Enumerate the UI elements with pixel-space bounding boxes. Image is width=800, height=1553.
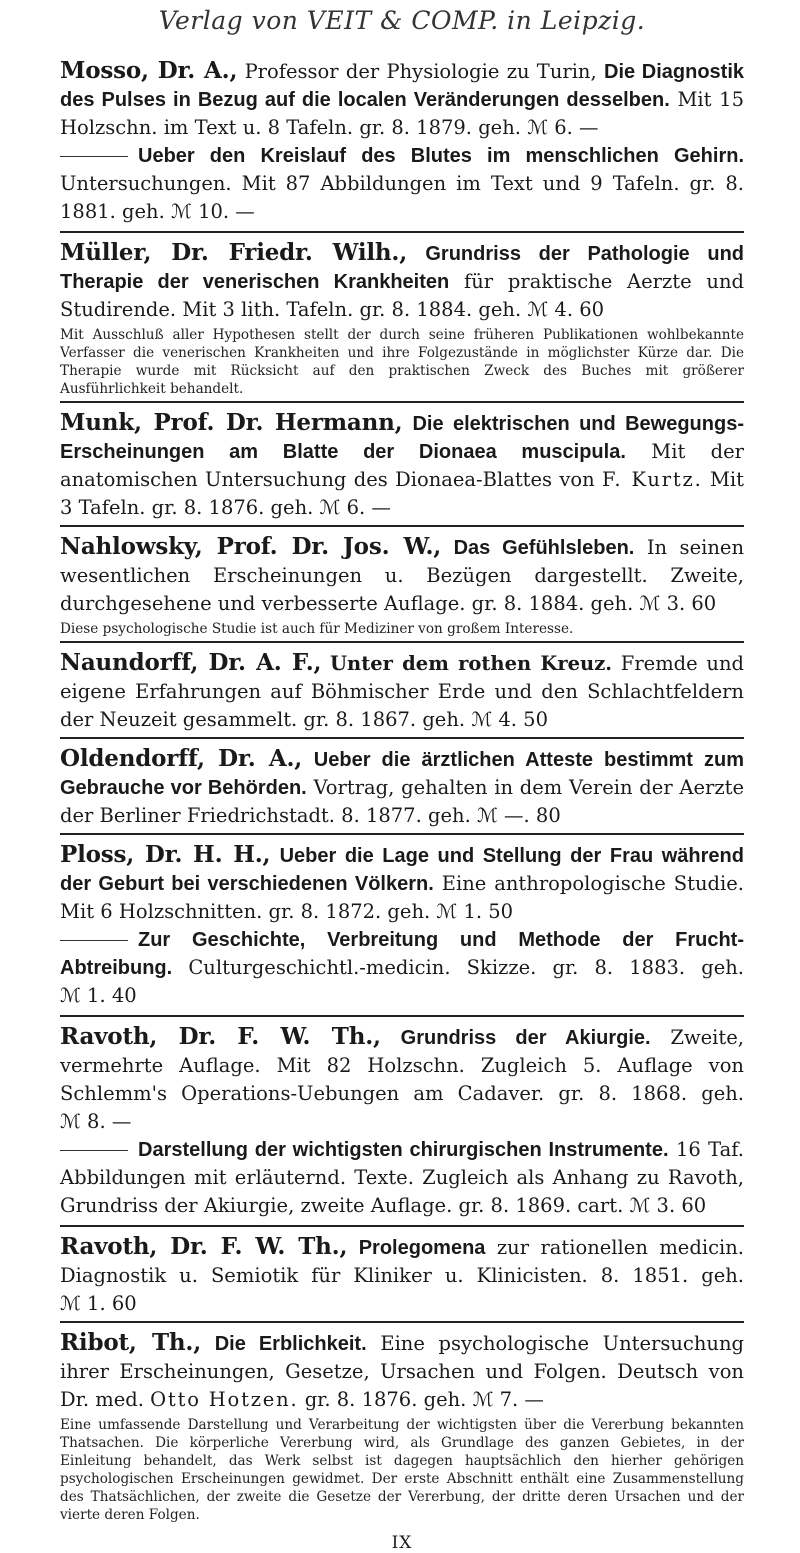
- ditto-dash: [60, 940, 128, 941]
- price: ℳ 3. 60: [629, 1194, 707, 1217]
- price: ℳ 8. —: [60, 1110, 132, 1133]
- price: ℳ 1. 60: [60, 1292, 137, 1315]
- book-title: Ueber die Lage und Stellung der Frau während der Geburt bei verschiedenen Völkern.: [60, 845, 744, 895]
- author: Ravoth, Dr. F. W. Th.,: [60, 1233, 348, 1260]
- translator-name: Otto Hotzen.: [150, 1388, 299, 1411]
- book-details: Vortrag, gehalten in dem Verein der Aerzte der Berliner Friedrichstadt. 8. 1877. geh.: [60, 776, 745, 827]
- book-title: Unter dem rothen Kreuz.: [330, 652, 613, 675]
- catalog-entry-ravoth-akiurgie: [60, 1023, 744, 1227]
- book-details: Zweite, vermehrte Auflage. Mit 82 Holzschn. Zugleich 5. Auflage von Schlemm's Operations-Uebungen am Cadaver. gr. 8. 1868. geh.: [60, 1026, 744, 1105]
- price: ℳ 7. —: [472, 1388, 544, 1411]
- price: ℳ 6. —: [319, 496, 391, 519]
- book-details: Mit der anatomischen Untersuchung des Dionaea-Blattes von: [60, 440, 744, 491]
- price: ℳ 10. —: [171, 200, 255, 223]
- book-title: Zur Geschichte, Verbreitung und Methode der Frucht-Abtreibung.: [60, 929, 744, 979]
- catalog-entry-oldendorff: [60, 745, 744, 835]
- price: ℳ 6. —: [527, 116, 599, 139]
- book-title: Die Diagnostik des Pulses in Bezug auf die localen Veränderungen desselben.: [60, 61, 745, 111]
- book-details: gr. 8. 1876. geh.: [304, 1388, 467, 1411]
- author: Munk, Prof. Dr. Hermann,: [60, 409, 403, 436]
- price: ℳ —. 80: [476, 804, 561, 827]
- contributor-name: F. Kurtz.: [602, 468, 703, 491]
- book-note: Diese psychologische Studie ist auch für Mediziner von großem Interesse.: [60, 621, 574, 637]
- book-details: Mit 3 Tafeln. gr. 8. 1876. geh.: [60, 468, 744, 519]
- price: ℳ 1. 40: [60, 984, 137, 1007]
- publisher-header: Verlag von VEIT & COMP. in Leipzig.: [158, 6, 646, 35]
- book-details: für praktische Aerzte und Studirende. Mit 3 lith. Tafeln. gr. 8. 1884. geh.: [60, 270, 745, 321]
- author: Ploss, Dr. H. H.,: [60, 841, 271, 868]
- price: ℳ 1. 50: [436, 900, 514, 923]
- catalog-entry-mosso: [60, 57, 744, 233]
- book-title: Grundriss der Pathologie und Therapie der venerischen Krankheiten: [60, 243, 744, 293]
- book-title: Die Erblichkeit.: [214, 1333, 367, 1355]
- entry-text: [60, 409, 744, 522]
- author: Mosso, Dr. A.,: [60, 57, 238, 84]
- book-title: Prolegomena: [358, 1237, 486, 1259]
- entry-text: [60, 1233, 744, 1318]
- book-details: Culturgeschichtl.-medicin. Skizze. gr. 8. 1883. geh.: [188, 956, 744, 979]
- ditto-dash: [60, 1150, 128, 1151]
- catalog-entry-munk: [60, 409, 744, 527]
- author: Ribot, Th.,: [60, 1329, 202, 1356]
- book-title: Die elektrischen und Bewegungs-Erscheinungen am Blatte der Dionaea muscipula.: [60, 413, 744, 463]
- catalog-entry-naundorff: [60, 649, 744, 739]
- catalog-entry-mueller: [60, 239, 744, 403]
- entry-text: [60, 57, 744, 142]
- entry-sub-text: [60, 926, 744, 1012]
- catalog-entry-ravoth-prolegomena: [60, 1233, 744, 1323]
- price: ℳ 4. 50: [471, 708, 548, 731]
- page-number: IX: [391, 1533, 413, 1553]
- author: Ravoth, Dr. F. W. Th.,: [60, 1023, 381, 1050]
- entry-sub-text: [60, 1136, 744, 1222]
- book-details: Untersuchungen. Mit 87 Abbildungen im Text und 9 Tafeln. gr. 8. 1881. geh.: [60, 172, 744, 223]
- author: Müller, Dr. Friedr. Wilh.,: [60, 239, 408, 266]
- book-details: 16 Taf. Abbildungen mit erläuternd. Texte. Zugleich als Anhang zu Ravoth, Grundriss der Akiurgie, zweite Auflage. gr. 8. 1869. cart.: [60, 1138, 745, 1217]
- price: ℳ 4. 60: [527, 298, 605, 321]
- author: Oldendorff, Dr. A.,: [60, 745, 303, 772]
- book-title: Ueber die ärztlichen Atteste bestimmt zum Gebrauche vor Behörden.: [60, 749, 745, 799]
- book-title: Grundriss der Akiurgie.: [400, 1027, 651, 1049]
- book-details: In seinen wesentlichen Erscheinungen u. Bezügen dargestellt. Zweite, durchgesehene und verbesserte Auflage. gr. 8. 1884. geh.: [60, 536, 744, 615]
- book-details: Eine anthropologische Studie. Mit 6 Holzschnitten. gr. 8. 1872. geh.: [60, 872, 744, 923]
- author-title-prefix: Professor der Physiologie zu Turin,: [244, 60, 597, 83]
- book-details: Fremde und eigene Erfahrungen auf Böhmischer Erde und den Schlachtfeldern der Neuzeit gesammelt. gr. 8. 1867. geh.: [60, 652, 744, 731]
- entry-text: [60, 745, 744, 830]
- book-title: Ueber den Kreislauf des Blutes im menschlichen Gehirn.: [138, 145, 744, 167]
- entry-text: [60, 533, 744, 618]
- entry-text: [60, 649, 744, 734]
- book-title: Das Gefühlsleben.: [453, 537, 635, 559]
- book-details: Mit 15 Holzschn. im Text u. 8 Tafeln. gr. 8. 1879. geh.: [60, 88, 744, 139]
- catalog-entry-ploss: [60, 841, 744, 1017]
- ditto-dash: [60, 156, 128, 157]
- book-note: Mit Ausschluß aller Hypothesen stellt der durch seine früheren Publikationen wohlbekannte Verfasser die venerischen Krankheiten und ihre Folgezustände in möglichster Kürze dar. Die Therapie wurde mit Rücksicht auf den praktischen Zweck des Buches mit größerer Ausführlichkeit behandelt.: [60, 327, 744, 397]
- entry-sub-text: [60, 142, 744, 228]
- catalog-entry-ribot: [60, 1329, 744, 1527]
- author: Nahlowsky, Prof. Dr. Jos. W.,: [60, 533, 442, 560]
- entry-text: [60, 1023, 744, 1136]
- book-details: Eine psychologische Untersuchung ihrer Erscheinungen, Gesetze, Ursachen und Folgen. Deutsch von Dr. med.: [60, 1332, 744, 1411]
- book-details: zur rationellen medicin. Diagnostik u. Semiotik für Kliniker u. Klinicisten. 8. 1851. geh.: [60, 1236, 744, 1287]
- catalog-entry-nahlowsky: [60, 533, 744, 643]
- price: ℳ 3. 60: [639, 592, 717, 615]
- book-title: Darstellung der wichtigsten chirurgischen Instrumente.: [138, 1139, 669, 1161]
- author: Naundorff, Dr. A. F.,: [60, 649, 322, 676]
- entry-text: [60, 239, 744, 324]
- entry-text: [60, 1329, 744, 1414]
- entry-text: [60, 841, 744, 926]
- book-note: Eine umfassende Darstellung und Verarbeitung der wichtigsten über die Vererbung bekannten Thatsachen. Die körperliche Vererbung wird, als Grundlage des ganzen Gebietes, in der Einleitung behandelt, das Werk selbst ist dagegen hauptsächlich den hierher gehörigen psychologischen Erscheinungen gewidmet. Der erste Abschnitt enthält eine Zusammenstellung des Thatsächlichen, der zweite die Gesetze der Vererbung, der dritte deren Ursachen und der vierte deren Folgen.: [60, 1417, 744, 1523]
